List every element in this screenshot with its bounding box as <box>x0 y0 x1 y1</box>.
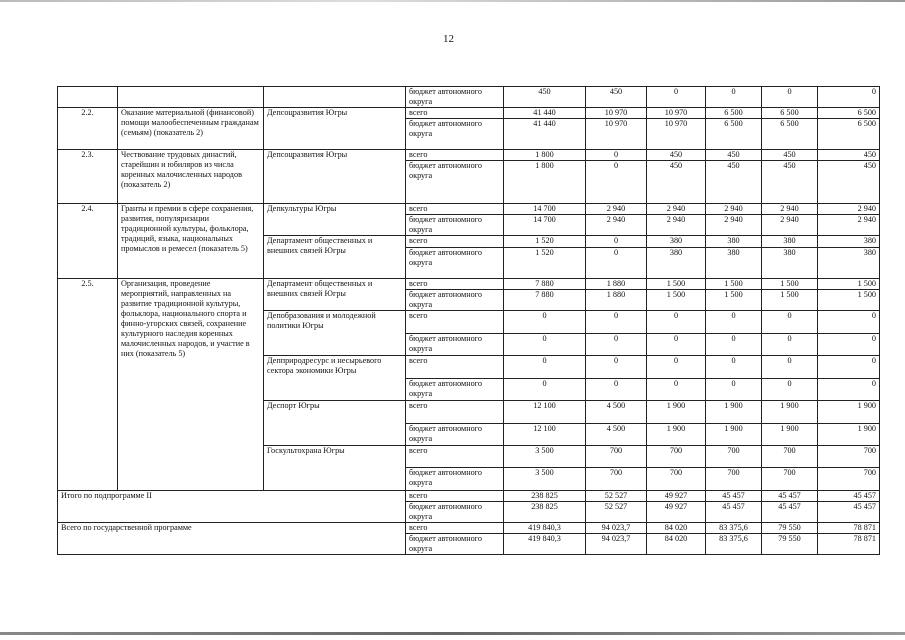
value-year-3: 450 <box>706 150 762 161</box>
value-year-5: 6 500 <box>818 119 880 150</box>
value-year-5: 700 <box>818 468 880 491</box>
row-number: 2.2. <box>58 108 118 150</box>
value-total: 238 825 <box>504 502 586 523</box>
table-row <box>58 150 880 161</box>
value-year-1: 700 <box>586 446 647 468</box>
page-number: 12 <box>443 33 454 45</box>
activity-name: Организация, проведение мероприятий, направленных на развитие традиционной культуры, фольклора, национального спорта и финно-угорских связей, сохранение культурного наследия коренных малочисленных народов, и участие в них (показатель 5) <box>118 279 264 491</box>
value-year-4: 450 <box>762 150 818 161</box>
responsible-party: Депкультуры Югры <box>264 204 406 236</box>
value-year-3: 1 500 <box>706 290 762 311</box>
funding-source: бюджет автономного округа <box>406 424 504 446</box>
value-year-3: 1 900 <box>706 424 762 446</box>
funding-source: бюджет автономного округа <box>406 502 504 523</box>
value-year-3: 83 375,6 <box>706 534 762 555</box>
value-year-3: 2 940 <box>706 215 762 236</box>
funding-source: всего <box>406 401 504 424</box>
value-year-3: 45 457 <box>706 491 762 502</box>
responsible-party: Депсоцразвития Югры <box>264 108 406 150</box>
funding-source: всего <box>406 311 504 334</box>
responsible-party: Депприродресурс и несырьевого сектора экономики Югры <box>264 356 406 401</box>
value-total: 1 800 <box>504 161 586 204</box>
value-year-1: 94 023,7 <box>586 523 647 534</box>
value-year-2: 49 927 <box>647 491 706 502</box>
value-year-2: 10 970 <box>647 108 706 119</box>
funding-source: всего <box>406 204 504 215</box>
funding-source: бюджет автономного округа <box>406 468 504 491</box>
value-year-2: 0 <box>647 379 706 401</box>
value-year-5: 2 940 <box>818 215 880 236</box>
table-row <box>58 523 880 534</box>
value-year-2: 0 <box>647 356 706 379</box>
table-row <box>58 491 880 502</box>
value-year-1: 700 <box>586 468 647 491</box>
value-year-5: 0 <box>818 334 880 356</box>
funding-source: всего <box>406 446 504 468</box>
value-year-4: 1 500 <box>762 290 818 311</box>
responsible-party: Деспорт Югры <box>264 401 406 446</box>
funding-source: бюджет автономного округа <box>406 334 504 356</box>
scan-top-edge <box>0 0 905 2</box>
row-number: 2.5. <box>58 279 118 491</box>
row-number-cell <box>58 87 118 108</box>
table-row <box>58 87 880 108</box>
activity-name: Гранты и премии в сфере сохранения, развития, популяризации традиционной культуры, фольклора, традиций, языка, национальных промыслов и ремесел (показатель 5) <box>118 204 264 279</box>
value-total: 0 <box>504 311 586 334</box>
value-year-3: 6 500 <box>706 119 762 150</box>
value-year-5: 6 500 <box>818 108 880 119</box>
value-year-3: 700 <box>706 446 762 468</box>
value-year-5: 0 <box>818 356 880 379</box>
value-total: 1 800 <box>504 150 586 161</box>
value-total: 238 825 <box>504 491 586 502</box>
value-year-2: 2 940 <box>647 215 706 236</box>
table-row <box>58 204 880 215</box>
value-total: 14 700 <box>504 215 586 236</box>
value-year-5: 450 <box>818 150 880 161</box>
value-year-3: 45 457 <box>706 502 762 523</box>
value-year-5: 1 500 <box>818 290 880 311</box>
responsible-party: Госкультохрана Югры <box>264 446 406 491</box>
value-year-2: 1 500 <box>647 279 706 290</box>
value-year-1: 0 <box>586 334 647 356</box>
value-year-5: 0 <box>818 311 880 334</box>
funding-source: бюджет автономного округа <box>406 534 504 555</box>
value-year-3: 6 500 <box>706 108 762 119</box>
value-year-2: 450 <box>647 161 706 204</box>
value-total: 41 440 <box>504 108 586 119</box>
value-total: 3 500 <box>504 468 586 491</box>
value-total: 12 100 <box>504 401 586 424</box>
value-year-4: 45 457 <box>762 491 818 502</box>
value-year-4: 2 940 <box>762 204 818 215</box>
row-number: 2.3. <box>58 150 118 204</box>
value-year-4: 0 <box>762 334 818 356</box>
value-year-5: 380 <box>818 236 880 248</box>
responsible-cell <box>264 87 406 108</box>
value-total: 0 <box>504 379 586 401</box>
funding-source: бюджет автономного округа <box>406 290 504 311</box>
value-year-1: 0 <box>586 150 647 161</box>
value-year-5: 45 457 <box>818 502 880 523</box>
value-year-4: 79 550 <box>762 534 818 555</box>
responsible-party: Департамент общественных и внешних связей Югры <box>264 236 406 279</box>
value-total: 419 840,3 <box>504 523 586 534</box>
value-total: 0 <box>504 356 586 379</box>
value-year-2: 700 <box>647 468 706 491</box>
value-year-3: 380 <box>706 248 762 279</box>
value-year-5: 2 940 <box>818 204 880 215</box>
value-year-3: 83 375,6 <box>706 523 762 534</box>
value-year-1: 4 500 <box>586 401 647 424</box>
value-year-2: 380 <box>647 236 706 248</box>
value-year-5: 1 500 <box>818 279 880 290</box>
funding-source: бюджет автономного округа <box>406 161 504 204</box>
value-total: 0 <box>504 334 586 356</box>
funding-source: бюджет автономного округа <box>406 379 504 401</box>
value-year-1: 52 527 <box>586 502 647 523</box>
value-year-5: 45 457 <box>818 491 880 502</box>
value-year-1: 0 <box>586 236 647 248</box>
responsible-party: Депобразования и молодежной политики Югры <box>264 311 406 356</box>
value-year-4: 0 <box>762 379 818 401</box>
value-year-3: 380 <box>706 236 762 248</box>
value-year-3: 0 <box>706 311 762 334</box>
table-row <box>58 108 880 119</box>
value-year-4: 2 940 <box>762 215 818 236</box>
value-year-3: 0 <box>706 334 762 356</box>
scan-bottom-edge <box>0 632 905 635</box>
value-year-5: 450 <box>818 161 880 204</box>
table-row <box>58 279 880 290</box>
value-year-3: 2 940 <box>706 204 762 215</box>
activity-cell <box>118 87 264 108</box>
value-year-5: 0 <box>818 379 880 401</box>
subtotal-label: Итого по подпрограмме II <box>58 491 406 523</box>
value-total: 1 520 <box>504 236 586 248</box>
value-year-4: 79 550 <box>762 523 818 534</box>
value-year-2: 0 <box>647 311 706 334</box>
value-year-2: 84 020 <box>647 523 706 534</box>
value-year-1: 94 023,7 <box>586 534 647 555</box>
value-year-5: 78 871 <box>818 534 880 555</box>
value-year-2: 1 900 <box>647 401 706 424</box>
funding-source: всего <box>406 523 504 534</box>
funding-source: всего <box>406 356 504 379</box>
value-year-2: 700 <box>647 446 706 468</box>
value-year-2: 1 900 <box>647 424 706 446</box>
value-year-3: 0 <box>706 379 762 401</box>
funding-source: всего <box>406 491 504 502</box>
value-year-2: 450 <box>647 150 706 161</box>
value-total: 7 880 <box>504 290 586 311</box>
value-year-5: 1 900 <box>818 424 880 446</box>
value-total: 12 100 <box>504 424 586 446</box>
value-year-2: 10 970 <box>647 119 706 150</box>
funding-source: всего <box>406 236 504 248</box>
value-year-2: 84 020 <box>647 534 706 555</box>
value-year-1: 0 <box>586 248 647 279</box>
value-year-1: 2 940 <box>586 204 647 215</box>
funding-source: бюджет автономного округа <box>406 215 504 236</box>
value-year-4: 450 <box>762 161 818 204</box>
value-year-2: 380 <box>647 248 706 279</box>
value-year-1: 10 970 <box>586 119 647 150</box>
budget-table <box>57 86 880 555</box>
value-total: 1 520 <box>504 248 586 279</box>
funding-source: бюджет автономного округа <box>406 87 504 108</box>
value-year-4: 6 500 <box>762 119 818 150</box>
value-year-4: 0 <box>762 87 818 108</box>
value-total: 419 840,3 <box>504 534 586 555</box>
value-year-4: 1 500 <box>762 279 818 290</box>
value-year-4: 1 900 <box>762 401 818 424</box>
value-year-3: 0 <box>706 356 762 379</box>
funding-source: бюджет автономного округа <box>406 119 504 150</box>
value-year-1: 0 <box>586 379 647 401</box>
value-year-4: 380 <box>762 248 818 279</box>
value-year-1: 2 940 <box>586 215 647 236</box>
responsible-party: Департамент общественных и внешних связей Югры <box>264 279 406 311</box>
value-year-1: 0 <box>586 356 647 379</box>
funding-source: всего <box>406 279 504 290</box>
value-year-2: 2 940 <box>647 204 706 215</box>
value-total: 3 500 <box>504 446 586 468</box>
value-year-4: 380 <box>762 236 818 248</box>
value-total: 14 700 <box>504 204 586 215</box>
value-year-1: 4 500 <box>586 424 647 446</box>
value-year-1: 1 880 <box>586 279 647 290</box>
value-year-1: 10 970 <box>586 108 647 119</box>
value-year-4: 6 500 <box>762 108 818 119</box>
value-year-4: 0 <box>762 356 818 379</box>
value-year-4: 45 457 <box>762 502 818 523</box>
value-year-5: 0 <box>818 87 880 108</box>
grand-total-label: Всего по государственной программе <box>58 523 406 555</box>
value-year-1: 0 <box>586 161 647 204</box>
activity-name: Оказание материальной (финансовой) помощи малообеспеченным гражданам (семьям) (показатель 2) <box>118 108 264 150</box>
value-year-3: 450 <box>706 161 762 204</box>
value-year-3: 700 <box>706 468 762 491</box>
value-year-2: 0 <box>647 334 706 356</box>
value-year-4: 700 <box>762 468 818 491</box>
value-year-1: 450 <box>586 87 647 108</box>
funding-source: всего <box>406 150 504 161</box>
funding-source: всего <box>406 108 504 119</box>
responsible-party: Депсоцразвития Югры <box>264 150 406 204</box>
value-total: 41 440 <box>504 119 586 150</box>
value-year-2: 1 500 <box>647 290 706 311</box>
row-number: 2.4. <box>58 204 118 279</box>
value-year-1: 52 527 <box>586 491 647 502</box>
value-year-1: 0 <box>586 311 647 334</box>
value-year-4: 0 <box>762 311 818 334</box>
value-year-3: 0 <box>706 87 762 108</box>
value-year-5: 380 <box>818 248 880 279</box>
funding-source: бюджет автономного округа <box>406 248 504 279</box>
value-year-5: 1 900 <box>818 401 880 424</box>
value-year-4: 1 900 <box>762 424 818 446</box>
activity-name: Чествование трудовых династий, старейшин и юбиляров из числа коренных малочисленных народов (показатель 2) <box>118 150 264 204</box>
value-year-1: 1 880 <box>586 290 647 311</box>
value-year-5: 78 871 <box>818 523 880 534</box>
value-year-3: 1 500 <box>706 279 762 290</box>
value-year-3: 1 900 <box>706 401 762 424</box>
value-year-5: 700 <box>818 446 880 468</box>
value-year-4: 700 <box>762 446 818 468</box>
value-total: 450 <box>504 87 586 108</box>
value-total: 7 880 <box>504 279 586 290</box>
value-year-2: 0 <box>647 87 706 108</box>
value-year-2: 49 927 <box>647 502 706 523</box>
